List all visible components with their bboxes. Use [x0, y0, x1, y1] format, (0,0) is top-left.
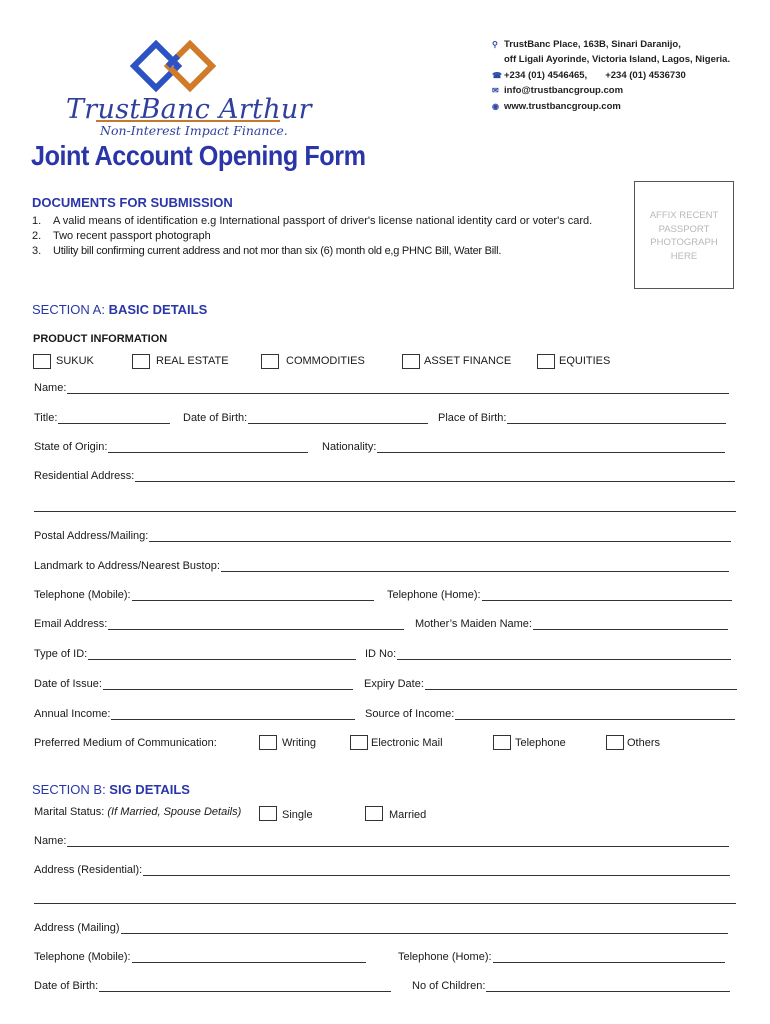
- address-line-1: TrustBanc Place, 163B, Sinari Daranijo,: [504, 39, 681, 50]
- label-writing: Writing: [282, 737, 317, 749]
- spouse-dob-field[interactable]: Date of Birth:: [34, 980, 391, 992]
- checkbox-sukuk[interactable]: [33, 354, 51, 369]
- product-info-heading: PRODUCT INFORMATION: [33, 333, 168, 345]
- contact-block: [492, 37, 730, 114]
- form-title: Joint Account Opening Form: [31, 140, 366, 171]
- no-of-children-field[interactable]: No of Children:: [412, 980, 730, 992]
- label-electronic-mail: Electronic Mail: [371, 737, 443, 749]
- checkbox-married[interactable]: [365, 806, 383, 821]
- label-single: Single: [282, 809, 313, 821]
- name-field[interactable]: Name:: [34, 382, 729, 394]
- annual-income-field[interactable]: Annual Income:: [34, 708, 355, 720]
- checkbox-commodities[interactable]: [261, 354, 279, 369]
- brand-tagline: Non-Interest Impact Finance.: [100, 123, 288, 138]
- checkbox-asset-finance[interactable]: [402, 354, 420, 369]
- document-item: 1. A valid means of identification e.g International passport of driver's license national identity card or voter's card.: [32, 215, 593, 227]
- source-of-income-field[interactable]: Source of Income:: [365, 708, 735, 720]
- spouse-telephone-home-field[interactable]: Telephone (Home):: [398, 951, 725, 963]
- telephone-home-field[interactable]: Telephone (Home):: [387, 589, 732, 601]
- passport-photo-box[interactable]: [634, 181, 734, 289]
- place-of-birth-field[interactable]: Place of Birth:: [438, 412, 726, 424]
- spouse-address-mailing-field[interactable]: Address (Mailing): [34, 922, 728, 934]
- document-item: 3. Utility bill confirming current address and not mor than six (6) month old e,g PHNC Bill, Water Bill.: [32, 245, 502, 257]
- phone-icon: ☎: [492, 70, 502, 80]
- label-married: Married: [389, 809, 427, 821]
- checkbox-telephone[interactable]: [493, 735, 511, 750]
- phone-2: +234 (01) 4536730: [605, 69, 686, 81]
- dob-field[interactable]: Date of Birth:: [183, 412, 428, 424]
- contact-email[interactable]: info@trustbancgroup.com: [504, 85, 624, 97]
- checkbox-single[interactable]: [259, 806, 277, 821]
- date-of-issue-field[interactable]: Date of Issue:: [34, 678, 353, 690]
- documents-list: [32, 214, 607, 259]
- phone-1: +234 (01) 4546465,: [504, 69, 588, 81]
- label-commodities: COMMODITIES: [286, 355, 365, 367]
- address-line-2: off Ligali Ayorinde, Victoria Island, Lagos, Nigeria.: [504, 54, 731, 66]
- section-a-heading: SECTION A: BASIC DETAILS: [32, 302, 208, 317]
- state-of-origin-field[interactable]: State of Origin:: [34, 441, 308, 453]
- spouse-name-field[interactable]: Name:: [34, 835, 729, 847]
- checkbox-equities[interactable]: [537, 354, 555, 369]
- document-item: 2. Two recent passport photograph: [32, 230, 211, 242]
- checkbox-others[interactable]: [606, 735, 624, 750]
- nationality-field[interactable]: Nationality:: [322, 441, 725, 453]
- label-equities: EQUITIES: [559, 355, 611, 367]
- title-field[interactable]: Title:: [34, 412, 170, 424]
- expiry-date-field[interactable]: Expiry Date:: [364, 678, 737, 690]
- label-others: Others: [627, 737, 661, 749]
- label-telephone: Telephone: [515, 737, 566, 749]
- contact-website[interactable]: www.trustbancgroup.com: [504, 100, 621, 112]
- documents-heading: DOCUMENTS FOR SUBMISSION: [32, 195, 233, 210]
- spouse-address-line-2[interactable]: [34, 903, 736, 904]
- photo-box-text: AFFIX RECENT PASSPORT PHOTOGRAPH HERE: [649, 210, 719, 262]
- spouse-telephone-mobile-field[interactable]: Telephone (Mobile):: [34, 951, 366, 963]
- marital-status-label: Marital Status: (If Married, Spouse Details): [34, 806, 242, 818]
- section-b-heading: SECTION B: SIG DETAILS: [32, 782, 190, 797]
- checkbox-electronic-mail[interactable]: [350, 735, 368, 750]
- trustbanc-logo-mark: [128, 36, 220, 96]
- brand-name: TrustBanc Arthur: [66, 94, 312, 125]
- id-no-field[interactable]: ID No:: [365, 648, 731, 660]
- residential-address-line-2[interactable]: [34, 511, 736, 512]
- postal-address-field[interactable]: Postal Address/Mailing:: [34, 530, 731, 542]
- label-sukuk: SUKUK: [56, 355, 94, 367]
- spouse-address-residential-field[interactable]: Address (Residential):: [34, 864, 730, 876]
- landmark-field[interactable]: Landmark to Address/Nearest Bustop:: [34, 560, 729, 572]
- residential-address-field[interactable]: Residential Address:: [34, 470, 735, 482]
- type-of-id-field[interactable]: Type of ID:: [34, 648, 356, 660]
- preferred-medium-label: Preferred Medium of Communication:: [34, 737, 217, 749]
- telephone-mobile-field[interactable]: Telephone (Mobile):: [34, 589, 374, 601]
- label-asset-finance: ASSET FINANCE: [424, 355, 512, 367]
- label-real-estate: REAL ESTATE: [156, 355, 229, 367]
- globe-icon: ◉: [492, 101, 499, 111]
- checkbox-real-estate[interactable]: [132, 354, 150, 369]
- checkbox-writing[interactable]: [259, 735, 277, 750]
- email-icon: ✉: [492, 86, 499, 96]
- location-icon: ⚲: [492, 40, 498, 49]
- email-address-field[interactable]: Email Address:: [34, 618, 404, 630]
- mothers-maiden-name-field[interactable]: Mother’s Maiden Name:: [415, 618, 728, 630]
